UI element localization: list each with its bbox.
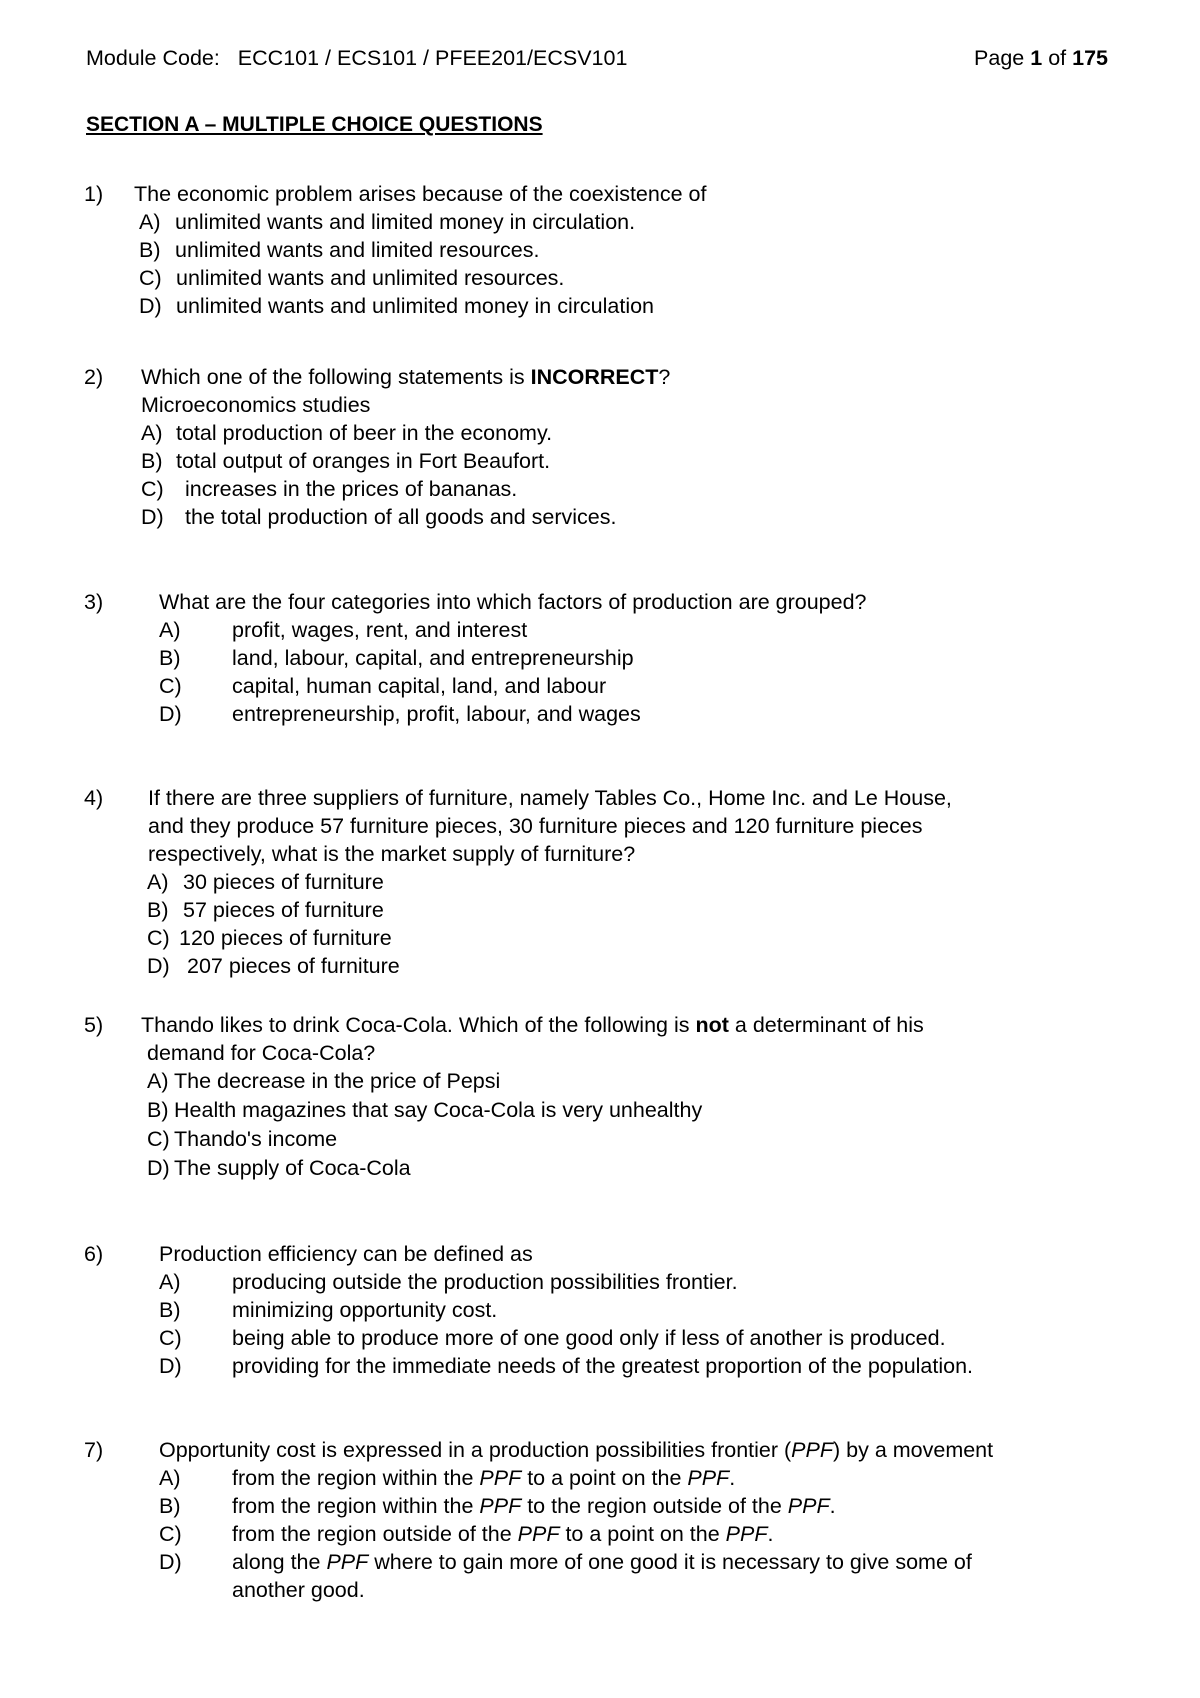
question-2: 2) Which one of the following statements is INCORRECT? Microeconomics studies A) total production of beer in the economy. B) total output of oranges in Fort Beaufort. C) increases in the prices of bananas. D) the total production of all goods and services. [84, 363, 1114, 531]
option-b[interactable]: B) total output of oranges in Fort Beaufort. [141, 449, 551, 473]
option-b[interactable]: B) minimizing opportunity cost. [159, 1298, 498, 1322]
option-c[interactable]: C) from the region outside of the PPF to a point on the PPF. [159, 1522, 774, 1546]
page-total: 175 [1072, 46, 1108, 70]
option-b[interactable]: B) unlimited wants and limited resources. [139, 238, 540, 262]
option-a[interactable]: A) The decrease in the price of Pepsi [147, 1069, 501, 1093]
page-number: 1 [1030, 46, 1043, 70]
question-4: 4) If there are three suppliers of furniture, namely Tables Co., Home Inc. and Le House, and they produce 57 furniture pieces, 30 furniture pieces and 120 furniture pieces respectively, what is the market supply of furniture? A) 30 pieces of furniture B) 57 pieces of furniture C) 120 pieces of furniture D) 207 pieces of furniture [84, 784, 1114, 980]
question-stem-line2: demand for Coca-Cola? [147, 1041, 376, 1065]
question-stem: Thando likes to drink Coca-Cola. Which of the following is not a determinant of his [141, 1013, 924, 1037]
option-a[interactable]: A) total production of beer in the economy. [141, 421, 553, 445]
option-d[interactable]: D) The supply of Coca-Cola [147, 1156, 411, 1180]
question-stem: Opportunity cost is expressed in a production possibilities frontier (PPF) by a movement [159, 1438, 994, 1462]
option-c[interactable]: C) unlimited wants and unlimited resources. [139, 266, 565, 290]
option-a[interactable]: A) 30 pieces of furniture [147, 870, 384, 894]
option-c[interactable]: C) increases in the prices of bananas. [141, 477, 518, 501]
module-codes: ECC101 / ECS101 / PFEE201/ECSV101 [237, 46, 628, 70]
question-stem-line3: respectively, what is the market supply of furniture? [148, 842, 636, 866]
question-5: 5) Thando likes to drink Coca-Cola. Which of the following is not a determinant of his demand for Coca-Cola? A) The decrease in the price of Pepsi B) Health magazines that say Coca-Cola is very unhealthy C) Thando's income D) The supply of Coca-Cola [84, 1011, 1114, 1182]
option-d[interactable]: D) unlimited wants and unlimited money in circulation [139, 294, 655, 318]
question-stem: Production efficiency can be defined as [159, 1242, 533, 1266]
option-d-continuation: another good. [232, 1578, 365, 1602]
option-c[interactable]: C) capital, human capital, land, and labour [159, 674, 607, 698]
option-c[interactable]: C) Thando's income [147, 1127, 338, 1151]
question-stem: Which one of the following statements is INCORRECT? [141, 365, 671, 389]
question-stem: The economic problem arises because of the coexistence of [134, 182, 707, 206]
question-stem-line2: and they produce 57 furniture pieces, 30 furniture pieces and 120 furniture pieces [148, 814, 923, 838]
option-d[interactable]: D) entrepreneurship, profit, labour, and wages [159, 702, 641, 726]
option-d[interactable]: D) along the PPF where to gain more of one good it is necessary to give some of [159, 1550, 972, 1574]
question-7: 7) Opportunity cost is expressed in a production possibilities frontier (PPF) by a movement A) from the region within the PPF to a point on the PPF. B) from the region within the PPF to the region outside of the PPF. C) from the region outside of the PPF to a point on the PPF. D) along the PPF where to gain more of one good it is necessary to give some of another good. [84, 1436, 1114, 1604]
page-number-header: Page 1 of 175 [974, 46, 1108, 70]
section-title: SECTION A – MULTIPLE CHOICE QUESTIONS [86, 113, 543, 136]
option-a[interactable]: A) producing outside the production possibilities frontier. [159, 1270, 738, 1294]
option-c[interactable]: C) being able to produce more of one good only if less of another is produced. [159, 1326, 946, 1350]
module-code-label: Module Code: [86, 46, 220, 70]
option-b[interactable]: B) 57 pieces of furniture [147, 898, 384, 922]
option-b[interactable]: B) from the region within the PPF to the region outside of the PPF. [159, 1494, 836, 1518]
option-d[interactable]: D) providing for the immediate needs of the greatest proportion of the population. [159, 1354, 974, 1378]
module-code-header [86, 44, 627, 72]
option-c[interactable]: C) 120 pieces of furniture [147, 926, 392, 950]
option-a[interactable]: A) profit, wages, rent, and interest [159, 618, 528, 642]
question-6: 6) Production efficiency can be defined as A) producing outside the production possibilities frontier. B) minimizing opportunity cost. C) being able to produce more of one good only if less of another is produced. D) providing for the immediate needs of the greatest proportion of the population. [84, 1240, 1114, 1380]
option-a[interactable]: A) from the region within the PPF to a point on the PPF. [159, 1466, 736, 1490]
question-stem-line2: Microeconomics studies [141, 393, 371, 417]
option-b[interactable]: B) land, labour, capital, and entrepreneurship [159, 646, 634, 670]
option-a[interactable]: A) unlimited wants and limited money in circulation. [139, 210, 636, 234]
question-1: 1) The economic problem arises because of the coexistence of A) unlimited wants and limited money in circulation. B) unlimited wants and limited resources. C) unlimited wants and unlimited resources. D) unlimited wants and unlimited money in circulation [84, 180, 1114, 320]
option-b[interactable]: B) Health magazines that say Coca-Cola is very unhealthy [147, 1098, 703, 1122]
option-d[interactable]: D) 207 pieces of furniture [147, 954, 400, 978]
question-3: 3) What are the four categories into which factors of production are grouped? A) profit, wages, rent, and interest B) land, labour, capital, and entrepreneurship C) capital, human capital, land, and labour D) entrepreneurship, profit, labour, and wages [84, 588, 1114, 728]
option-d[interactable]: D) the total production of all goods and services. [141, 505, 617, 529]
question-stem: What are the four categories into which factors of production are grouped? [159, 590, 867, 614]
question-stem: If there are three suppliers of furniture, namely Tables Co., Home Inc. and Le House, [148, 786, 952, 810]
